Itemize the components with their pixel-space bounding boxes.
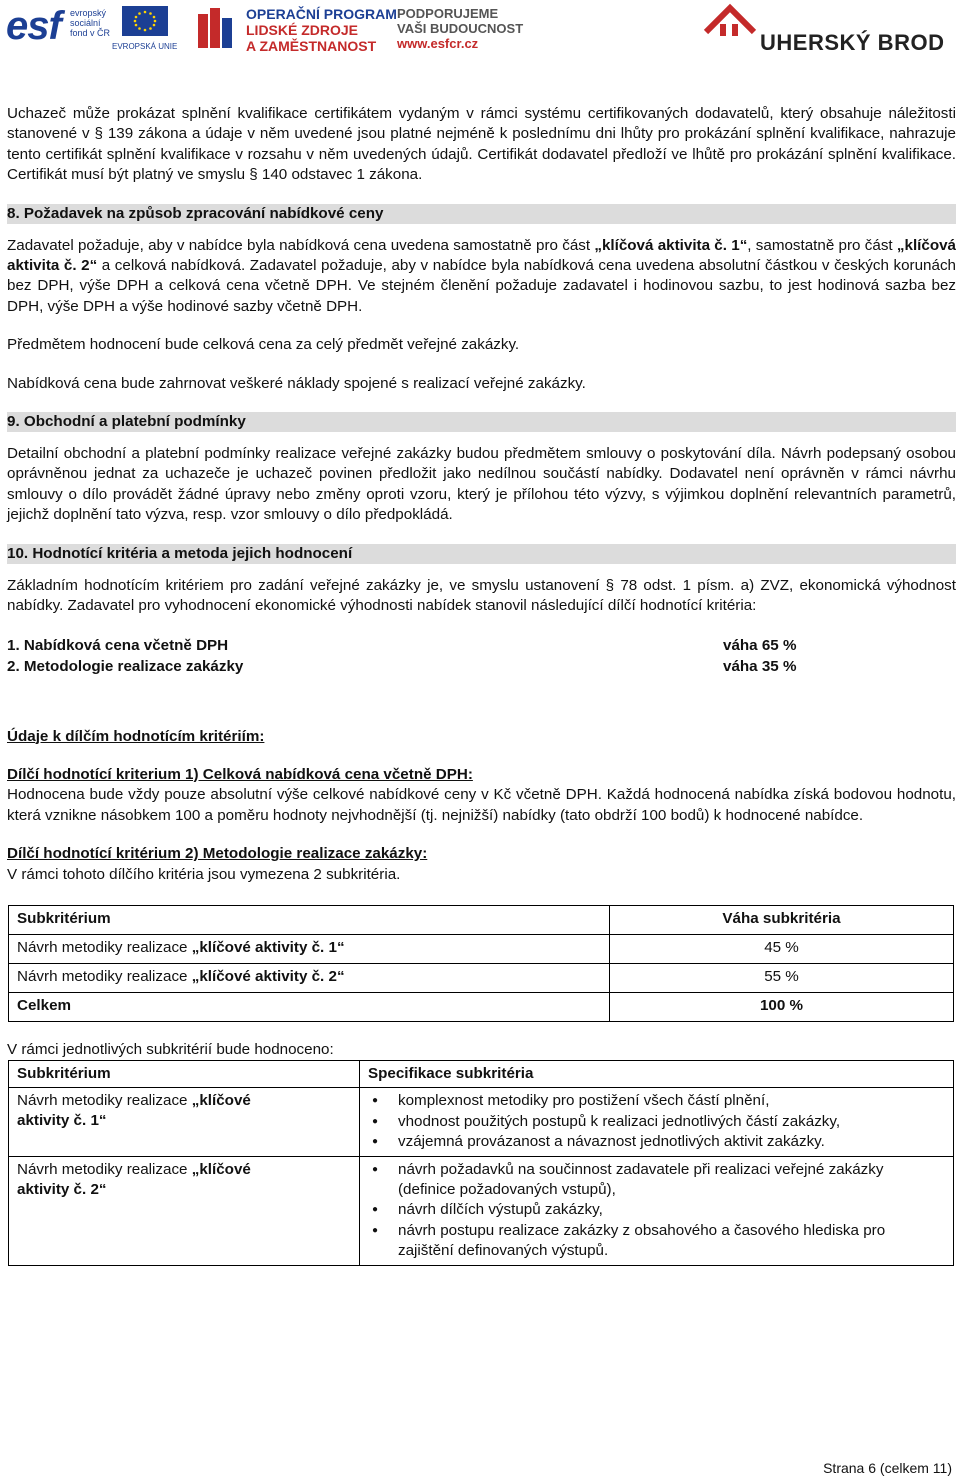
oplz-line: LIDSKÉ ZDROJE — [246, 22, 359, 38]
text-run: a celková nabídková. Zadavatel požaduje, aby v nabídce byla nabídková cena uvedena absolutní částkou v českých korunách bez DPH, výše DPH a celková cena včetně DPH. Ve stejném členění požaduje zadavatel i hodinovou sazbu, to jest hodinová sazba bez DPH, výše DPH a výše hodinové sazby včetně DPH. — [7, 257, 956, 315]
text-run-bold: „klíčové — [191, 1160, 251, 1178]
table-row — [9, 934, 954, 963]
table-header-row — [9, 1061, 954, 1088]
page-number: Strana 6 (celkem 11) — [823, 1460, 952, 1476]
uhersky-brod-logo-icon — [700, 2, 758, 56]
uhersky-brod-logo-text: UHERSKÝ BROD — [760, 30, 945, 55]
list-item: ● komplexnost metodiky pro postižení všech částí plnění, — [398, 1091, 945, 1111]
section-9-heading: 9. Obchodní a platební podmínky — [7, 412, 956, 432]
table-cell — [9, 963, 610, 992]
subcriteria-spec-table — [8, 1060, 954, 1265]
table-row — [9, 1088, 954, 1156]
table-cell — [360, 1156, 954, 1265]
criterion-name: 1. Nabídková cena včetně DPH — [7, 636, 229, 654]
table-cell: 55 % — [610, 963, 954, 992]
criterion-1-text: Hodnocena bude vždy pouze absolutní výše celkové nabídkové ceny v Kč včetně DPH. Každá hodnocená nabídka získá bodovou hodnotu, která vznikne násobkem 100 a poměru hodnoty nejvhodnější (tj. nejnižší) nabídky (tato obdrží 100 bodů) k hodnocené nabídce. — [7, 786, 956, 824]
text-run-bold: aktivity č. 1“ — [17, 1112, 107, 1130]
support-url: www.esfcr.cz — [397, 36, 479, 51]
list-item: ● návrh dílčích výstupů zakázky, — [398, 1200, 945, 1220]
table-header-cell: Váha subkritéria — [610, 905, 954, 934]
list-item: ● návrh požadavků na součinnost zadavatele při realizaci veřejné zakázky (definice požadovaných vstupů), — [398, 1160, 945, 1201]
oplz-logo-text — [246, 6, 397, 54]
table-total-row — [9, 992, 954, 1021]
text-run: Návrh metodiky realizace — [17, 1092, 192, 1110]
table-header-cell: Specifikace subkritéria — [360, 1061, 954, 1088]
section-8-paragraph — [7, 236, 956, 318]
table-header-cell: Subkritérium — [9, 905, 610, 934]
document-content — [7, 104, 956, 1266]
spec-list — [368, 1160, 945, 1262]
esf-logo-caption: evropský sociální fond v ČR — [70, 8, 111, 38]
criterion-2-title: Dílčí hodnotící kritérium 2) Metodologie realizace zakázky: — [7, 845, 428, 863]
criterion-row — [7, 656, 956, 677]
text-run-bold: „klíčové — [191, 1092, 251, 1110]
intro-paragraph: Uchazeč může prokázat splnění kvalifikace certifikátem vydaným v rámci systému certifikovaných dodavatelů, který obsahuje náležitosti stanovené v § 139 zákona a údaje v něm uvedené jsou platné nejméně k poslednímu dni lhůty pro prokázání splnění kvalifikace, nahrazuje tento certifikát splnění kvalifikace v rozsahu v něm uvedených údajů. Certifikát dodavatel předloží ve lhůtě pro prokázání splnění kvalifikace. Certifikát musí být platný ve smyslu § 140 odstavec 1 zákona. — [7, 105, 956, 184]
support-line: VAŠI BUDOUCNOST — [397, 21, 524, 36]
oplz-logo-icon — [196, 6, 236, 52]
section-10-paragraph: Základním hodnotícím kritériem pro zadání veřejné zakázky je, ve smyslu ustanovení § 78 odst. 1 písm. a) ZVZ, ekonomická výhodnost nabídky. Zadavatel pro vyhodnocení ekonomické výhodnosti nabídek stanovil následující dílčí hodnotící kritéria: — [7, 576, 956, 615]
table-cell: Celkem — [9, 992, 610, 1021]
text-run-bold: „klíčové aktivity č. 2“ — [191, 967, 345, 985]
section-10-heading: 10. Hodnotící kritéria a metoda jejich hodnocení — [7, 544, 956, 564]
eu-flag-icon — [122, 6, 168, 36]
section-8-paragraph-2: Předmětem hodnocení bude celková cena za celý předmět veřejné zakázky. — [7, 336, 520, 354]
table-2-intro: V rámci jednotlivých subkritérií bude hodnoceno: — [7, 1040, 334, 1058]
section-8-heading: 8. Požadavek na způsob zpracování nabídkové ceny — [7, 204, 956, 224]
table-row — [9, 963, 954, 992]
table-cell — [360, 1088, 954, 1156]
criterion-weight: váha 65 % — [723, 636, 797, 654]
table-cell — [9, 934, 610, 963]
criteria-list — [7, 635, 956, 677]
table-cell — [9, 1088, 360, 1156]
esf-logo-word: esf — [6, 4, 61, 48]
page-header — [0, 0, 960, 62]
list-item: ● vzájemná provázanost a návaznost jednotlivých aktivit zakázky. — [398, 1132, 945, 1152]
table-row — [9, 1156, 954, 1265]
text-run: , samostatně pro část — [747, 236, 897, 254]
criterion-weight: váha 35 % — [723, 657, 797, 675]
oplz-line: A ZAMĚSTNANOST — [246, 38, 377, 54]
text-run: Návrh metodiky realizace — [17, 1160, 192, 1178]
text-run: Návrh metodiky realizace — [17, 967, 192, 985]
list-item: ● vhodnost použitých postupů k realizaci jednotlivých částí zakázky, — [398, 1112, 945, 1132]
text-run-bold: aktivity č. 2“ — [17, 1180, 107, 1198]
support-line: PODPORUJEME — [397, 6, 499, 21]
subcriteria-weights-table — [8, 905, 954, 1022]
text-run: Zadavatel požaduje, aby v nabídce byla nabídková cena uvedena samostatně pro část — [7, 236, 595, 254]
criterion-1-title: Dílčí hodnotící kriterium 1) Celková nabídková cena včetně DPH: — [7, 765, 473, 783]
criterion-row — [7, 635, 956, 656]
eu-label: EVROPSKÁ UNIE — [112, 42, 178, 51]
table-cell: 100 % — [610, 992, 954, 1021]
criterion-name: 2. Metodologie realizace zakázky — [7, 657, 244, 675]
section-9-paragraph: Detailní obchodní a platební podmínky realizace veřejné zakázky budou předmětem smlouvy o poskytování díla. Návrh podepsaný osobou oprávněnou jednat za uchazeče je uchazeč povinen předložit jako nedílnou součástí nabídky. Dodavatel není oprávněn v rámci návrhu smlouvy o dílo provádět žádné úpravy nebo změny oproti vzoru, který je přílohou této výzvy, s výjimkou doplnění relevantních parametrů, jejichž doplnění tato výzva, resp. vzor smlouvy o dílo předpokládá. — [7, 445, 956, 524]
table-cell: 45 % — [610, 934, 954, 963]
table-header-row — [9, 905, 954, 934]
spec-list — [368, 1091, 945, 1152]
criteria-details-heading: Údaje k dílčím hodnotícím kritériím: — [7, 727, 265, 745]
support-slogan — [397, 6, 523, 51]
table-header-cell: Subkritérium — [9, 1061, 360, 1088]
text-run-bold: „klíčové aktivity č. 1“ — [191, 938, 345, 956]
criterion-2-text: V rámci tohoto dílčího kritéria jsou vymezena 2 subkritéria. — [7, 865, 401, 883]
text-run-bold: „klíčová aktivita č. 1“ — [594, 236, 748, 254]
section-8-paragraph-3: Nabídková cena bude zahrnovat veškeré náklady spojené s realizací veřejné zakázky. — [7, 374, 586, 392]
table-cell — [9, 1156, 360, 1265]
text-run: Návrh metodiky realizace — [17, 938, 192, 956]
text-run-bold: „klíčová aktivita č. 2“ — [7, 236, 957, 275]
list-item: ● návrh postupu realizace zakázky z obsahového a časového hlediska pro zajištění definovaných výstupů. — [398, 1221, 945, 1262]
oplz-line: OPERAČNÍ PROGRAM — [246, 6, 397, 22]
